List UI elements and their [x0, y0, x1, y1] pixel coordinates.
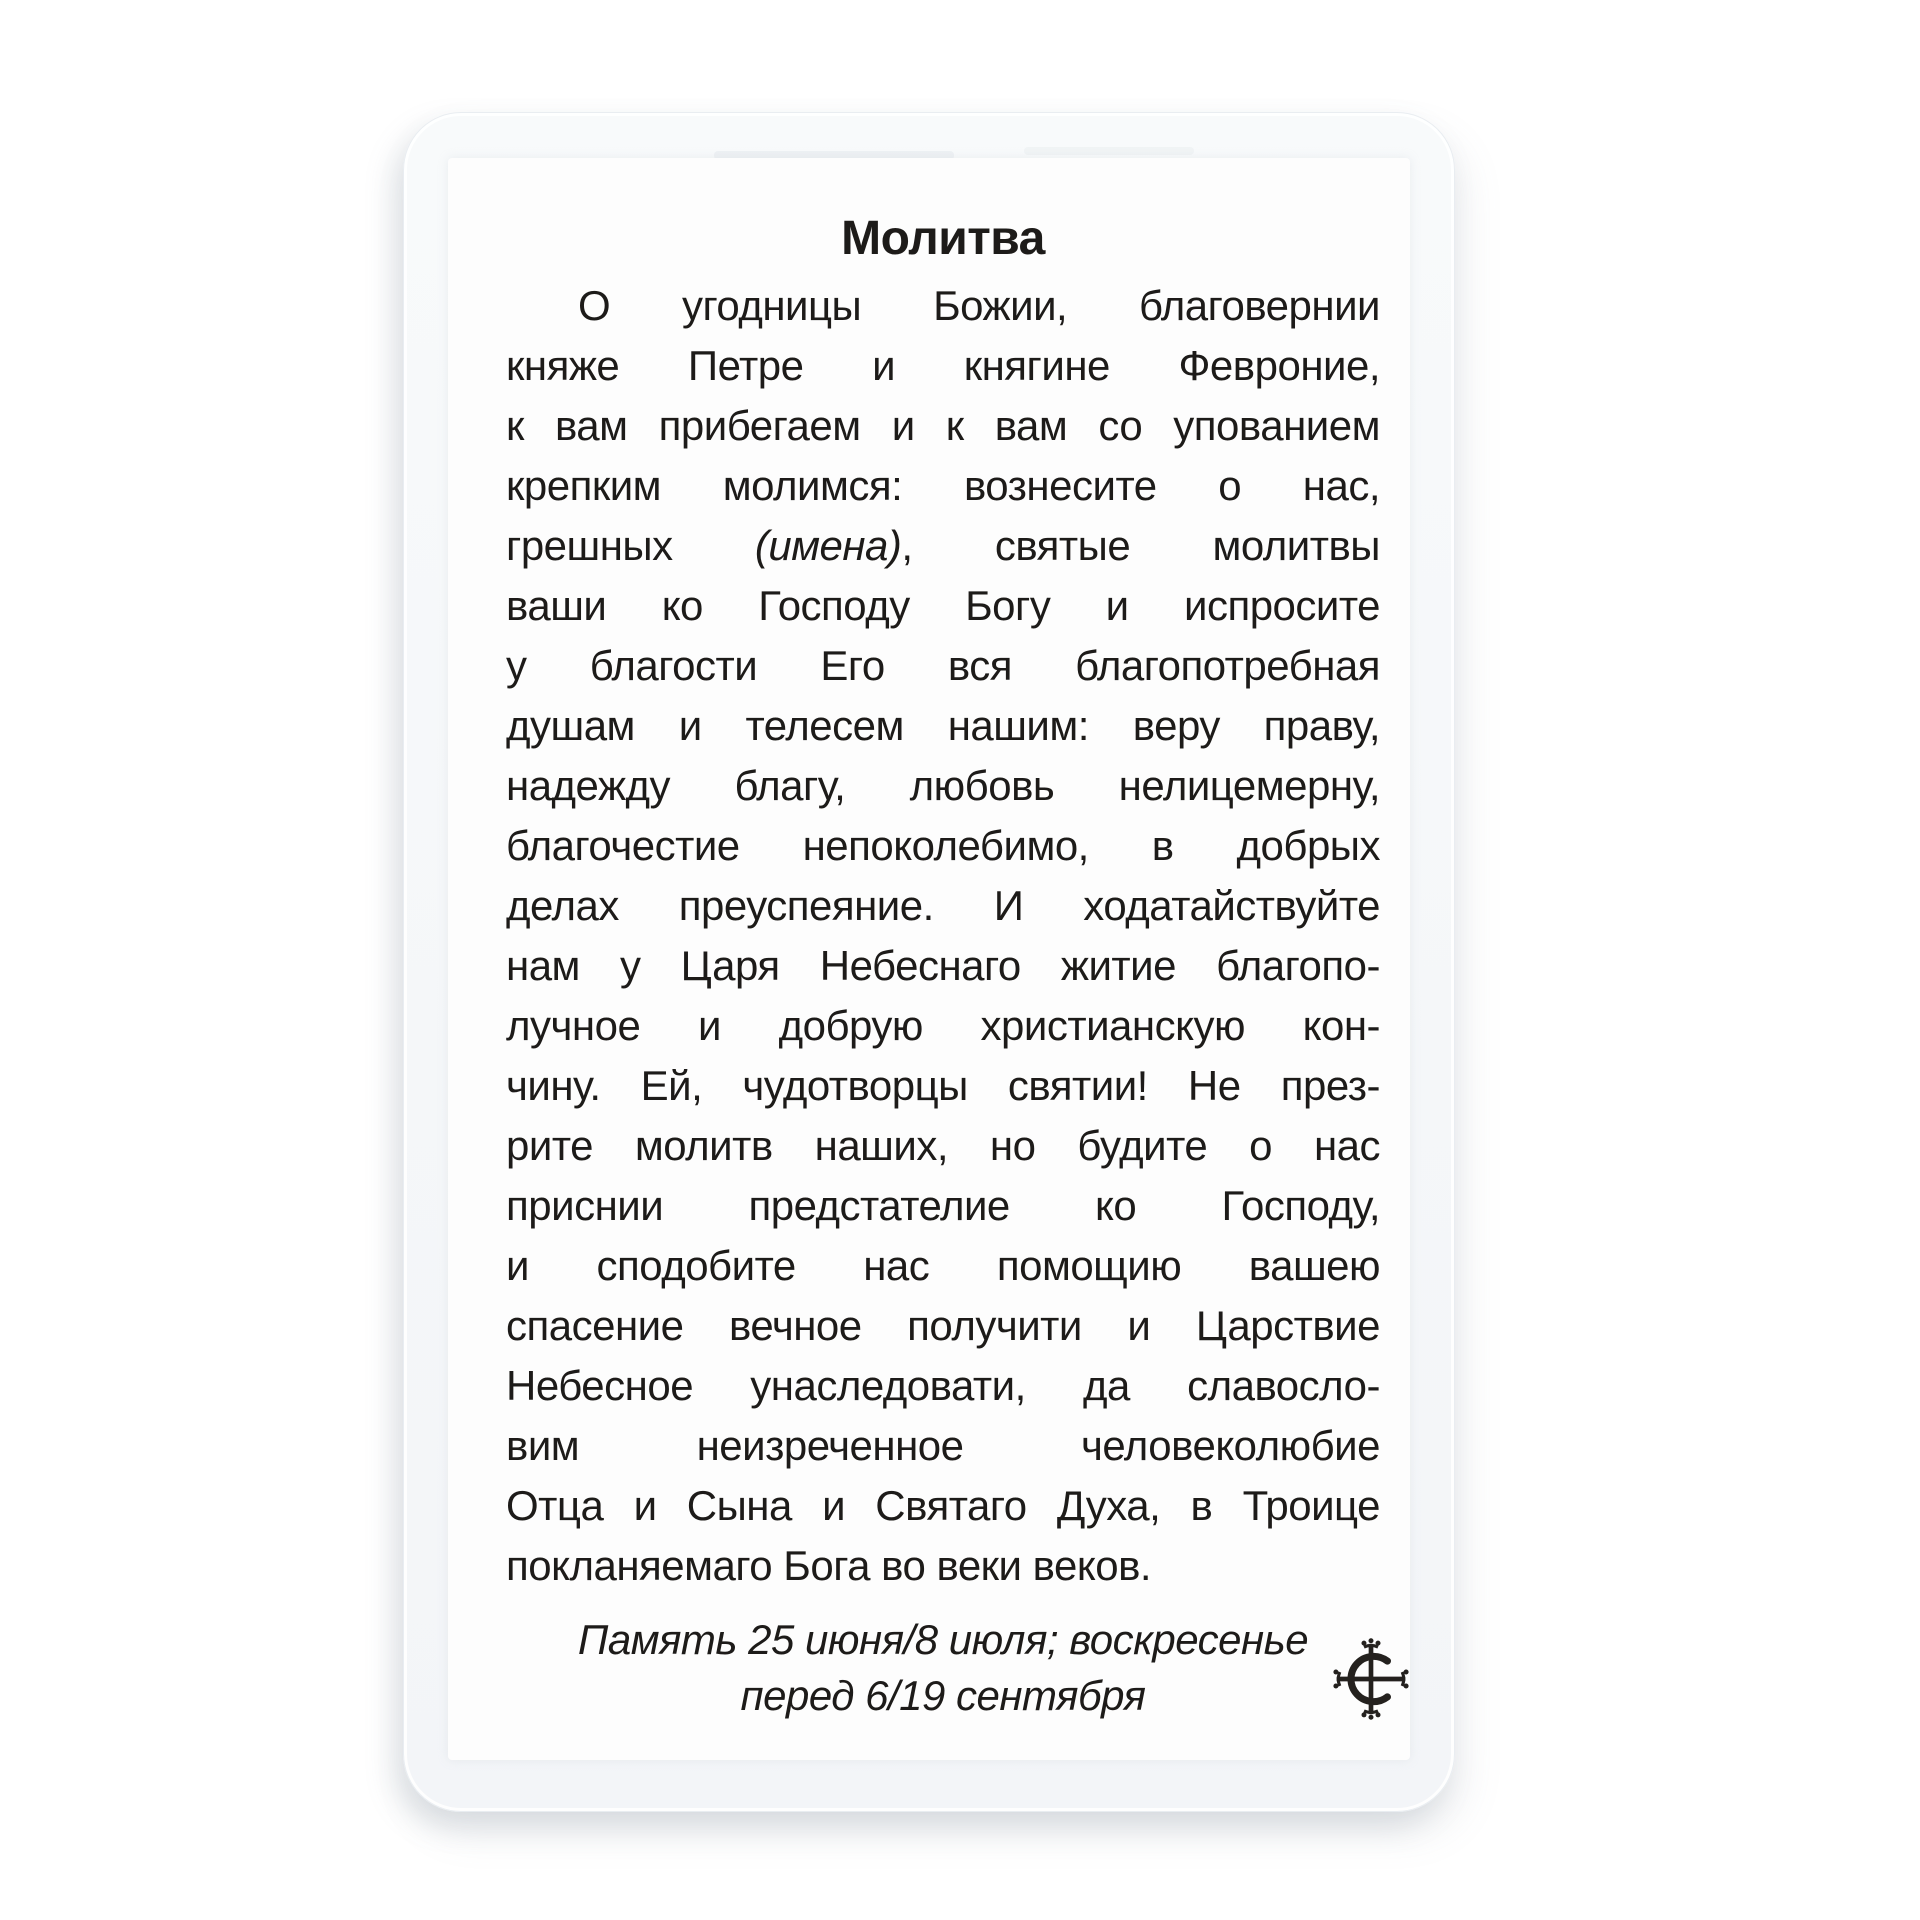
- prayer-line: нам у Царя Небеснаго житие благопо-: [506, 942, 1380, 989]
- scan-smudge: [1024, 147, 1194, 155]
- prayer-line: ваши ко Господу Богу и испросите: [506, 582, 1380, 629]
- prayer-line: душам и телесем нашим: веру праву,: [506, 702, 1380, 749]
- prayer-line: крепким молимся: вознесите о нас,: [506, 462, 1380, 509]
- prayer-body: [506, 276, 1380, 1596]
- prayer-line: княже Петре и княгине Февроние,: [506, 342, 1380, 389]
- prayer-line-segment: грешных: [506, 522, 755, 569]
- prayer-line: вим неизреченное человеколюбие: [506, 1422, 1380, 1469]
- prayer-title: Молитва: [841, 212, 1045, 265]
- publisher-cross-icon: [1332, 1637, 1410, 1721]
- memorial-line: перед 6/19 сентября: [740, 1672, 1146, 1719]
- prayer-line: и сподобите нас помощию вашею: [506, 1242, 1380, 1289]
- prayer-line: рите молитв наших, но будите о нас: [506, 1122, 1380, 1169]
- prayer-line: благочестие непоколебимо, в добрых: [506, 822, 1380, 869]
- prayer-line: чину. Ей, чудотворцы святии! Не през-: [506, 1062, 1380, 1109]
- prayer-line: надежду благу, любовь нелицемерну,: [506, 762, 1380, 809]
- prayer-line: О угодницы Божии, благовернии: [578, 282, 1380, 329]
- prayer-line: Отца и Сына и Святаго Духа, в Троице: [506, 1482, 1380, 1529]
- prayer-line: к вам прибегаем и к вам со упованием: [506, 402, 1380, 449]
- prayer-line: приснии предстателие ко Господу,: [506, 1182, 1380, 1229]
- prayer-line: Небесное унаследовати, да славосло-: [506, 1362, 1380, 1409]
- prayer-line: спасение вечное получити и Царствие: [506, 1302, 1380, 1349]
- prayer-text-column: [506, 158, 1380, 1724]
- names-placeholder: (имена): [754, 522, 902, 569]
- paper-card: [448, 158, 1410, 1760]
- prayer-line: у благости Его вся благопотребная: [506, 642, 1380, 689]
- prayer-line-with-names-placeholder: [506, 516, 1380, 576]
- prayer-line: делах преуспеяние. И ходатайствуйте: [506, 882, 1380, 929]
- prayer-line-segment: , святые молитвы: [901, 522, 1380, 569]
- prayer-line: лучное и добрую христианскую кон-: [506, 1002, 1380, 1049]
- laminated-card: [403, 112, 1455, 1812]
- memorial-dates: [506, 1612, 1380, 1724]
- memorial-line: Память 25 июня/8 июля; воскресенье: [577, 1616, 1309, 1663]
- prayer-line: покланяемаго Бога во веки веков.: [506, 1542, 1152, 1589]
